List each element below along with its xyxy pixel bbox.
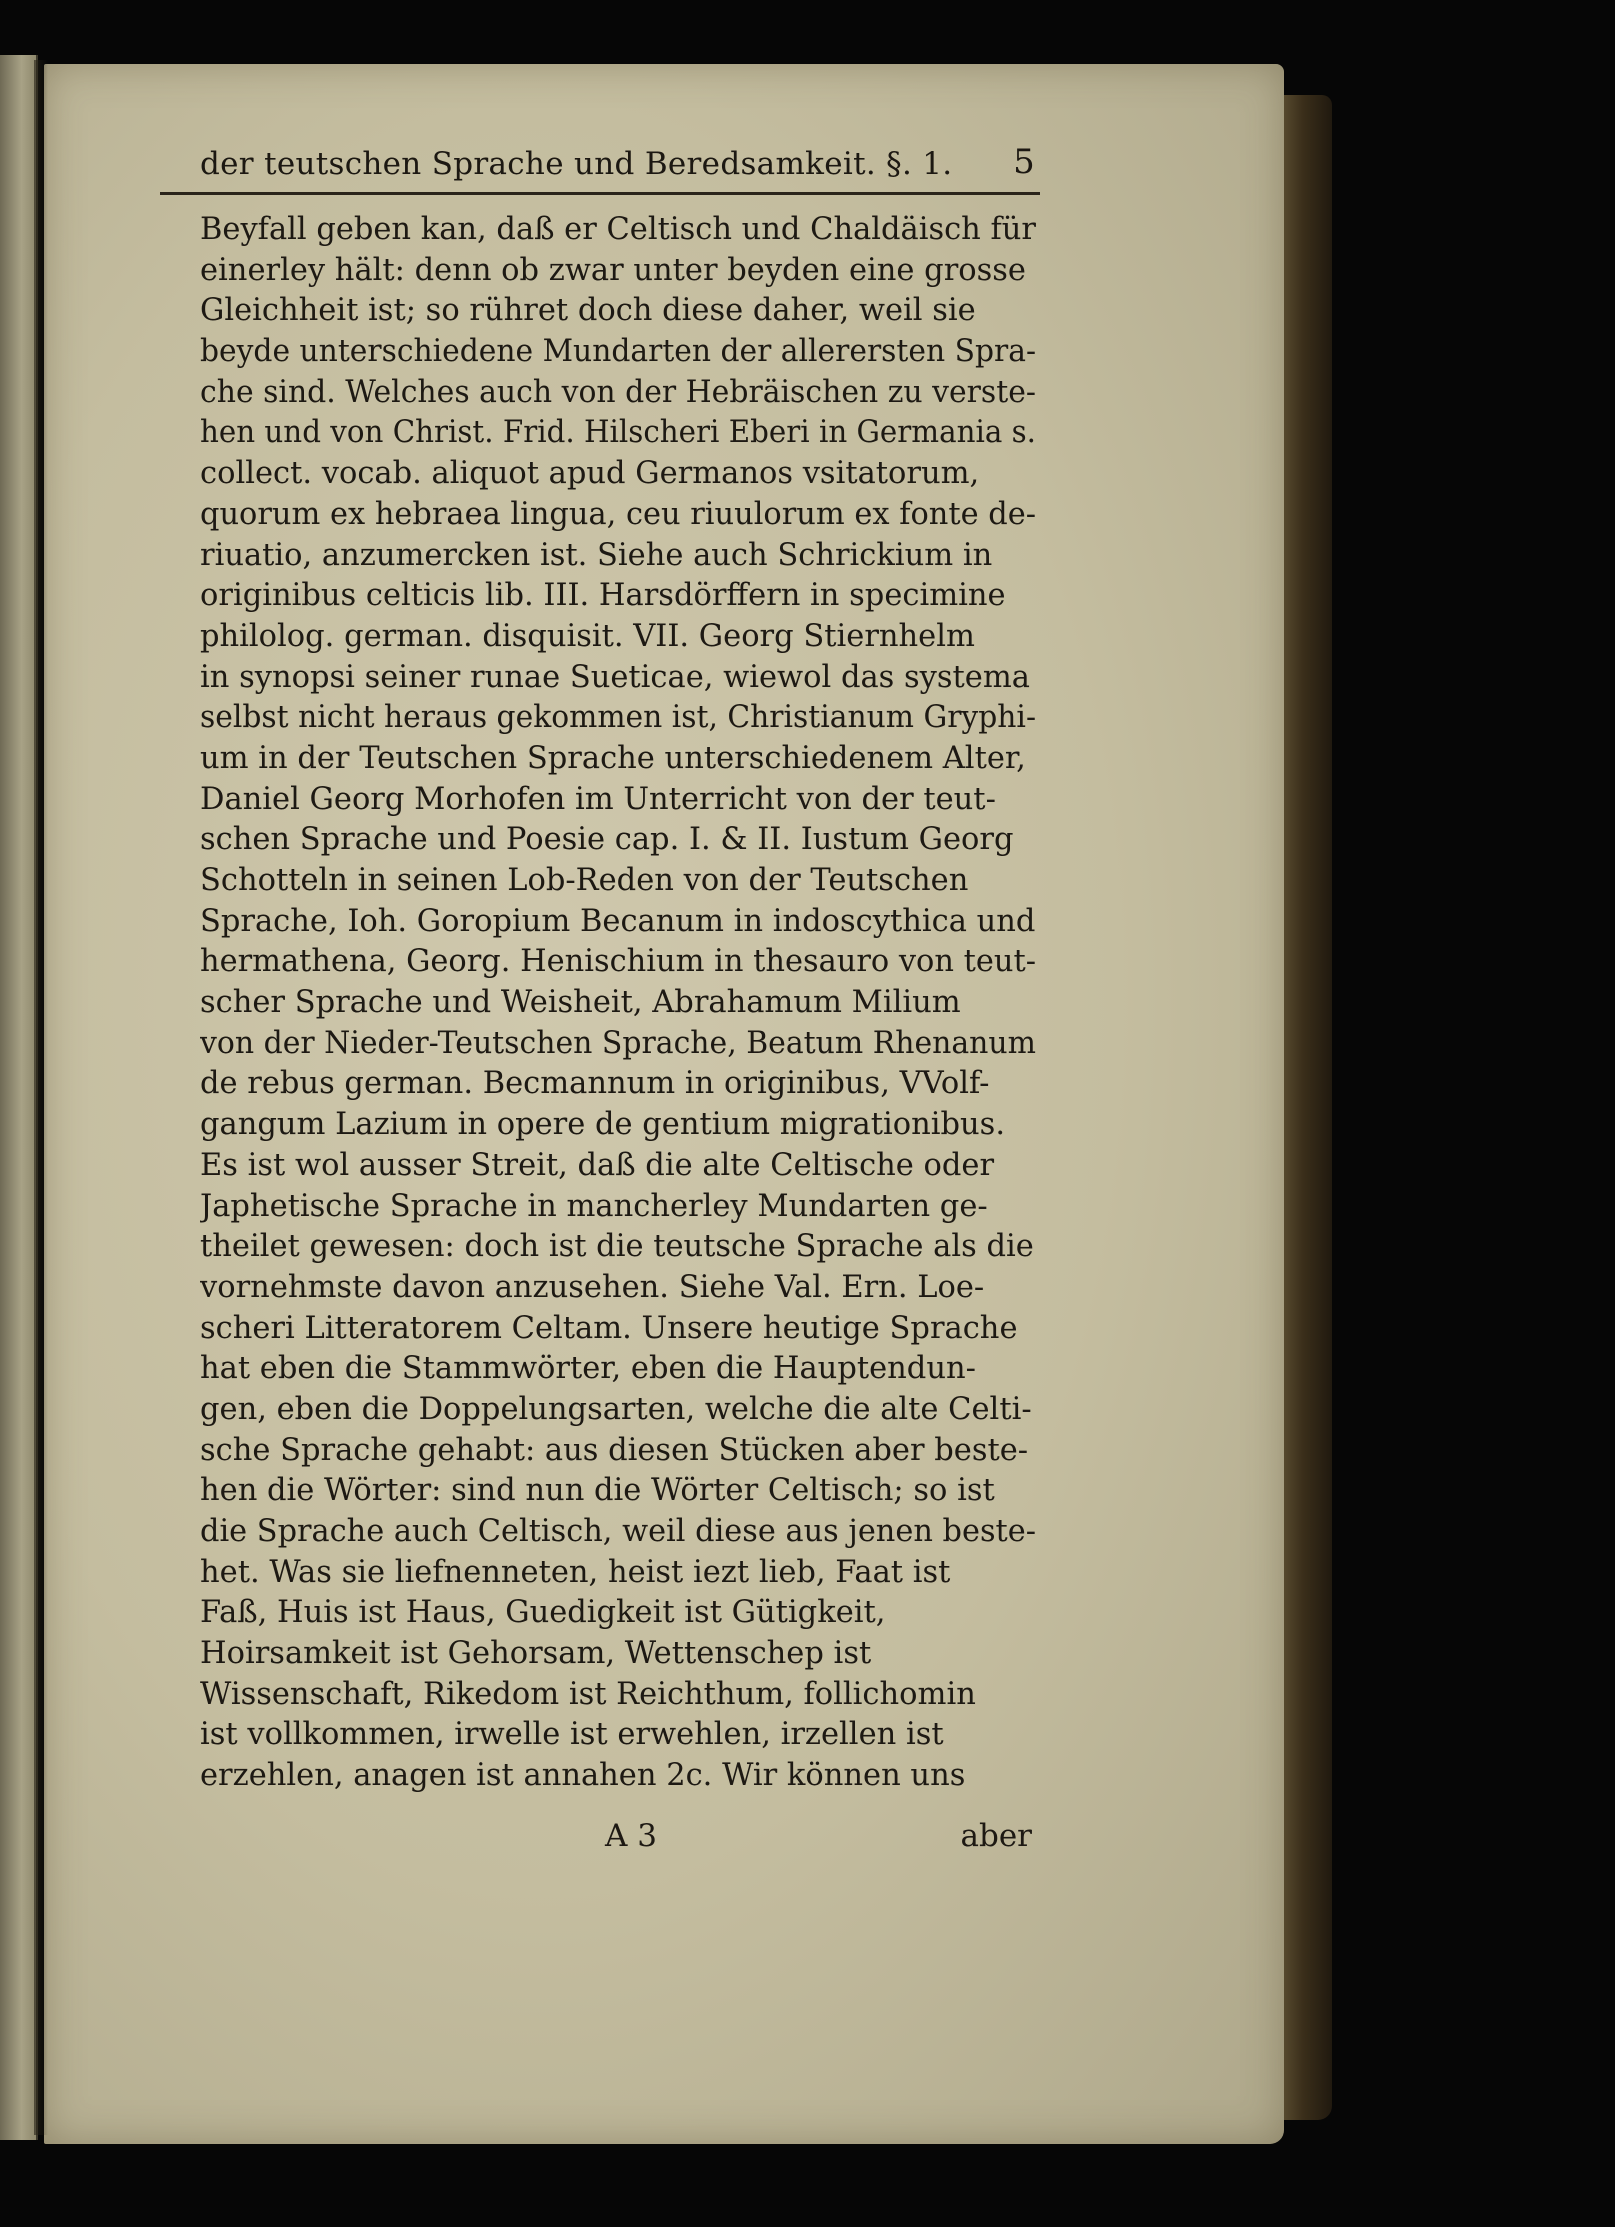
spine-shadow (34, 60, 48, 2135)
text-line: quorum ex hebraea lingua, ceu riuulorum ex fonte de- (200, 496, 1036, 532)
text-line: Es ist wol ausser Streit, daß die alte Celtische oder (200, 1147, 995, 1183)
text-line: erzehlen, anagen ist annahen 2c. Wir können uns (200, 1758, 966, 1794)
text-line: gangum Lazium in opere de gentium migrationibus. (200, 1107, 1006, 1143)
text-line: collect. vocab. aliquot apud Germanos vsitatorum, (200, 456, 980, 492)
text-line: einerley hält: denn ob zwar unter beyden eine grosse (200, 252, 1026, 288)
catchword: aber (960, 1818, 1032, 1854)
text-line: ist vollkommen, irwelle ist erwehlen, irzellen ist (200, 1717, 944, 1753)
text-line: de rebus german. Becmannum in originibus, VVolf- (200, 1066, 990, 1102)
text-line: Schotteln in seinen Lob-Reden von der Teutschen (200, 863, 969, 898)
text-line: Sprache, Ioh. Goropium Becanum in indoscythica und (200, 903, 1036, 939)
page-footer (200, 1818, 1036, 1860)
running-head-title: der teutschen Sprache und Beredsamkeit. §. 1. (200, 146, 953, 182)
body-text (200, 210, 1036, 1797)
text-line: Beyfall geben kan, daß er Celtisch und Chaldäisch für (200, 212, 1036, 247)
text-line: gen, eben die Doppelungsarten, welche die alte Celti- (200, 1391, 1032, 1427)
text-line: originibus celticis lib. III. Harsdörffern in specimine (200, 578, 1006, 614)
text-line: hermathena, Georg. Henischium in thesauro von teut- (200, 944, 1036, 980)
text-line: vornehmste davon anzusehen. Siehe Val. Ern. Loe- (200, 1269, 985, 1305)
text-line: theilet gewesen: doch ist die teutsche Sprache als die (200, 1229, 1034, 1265)
text-line: Gleichheit ist; so rühret doch diese daher, weil sie (200, 293, 976, 329)
text-line: hen die Wörter: sind nun die Wörter Celtisch; so ist (200, 1473, 995, 1509)
text-line: philolog. german. disquisit. VII. Georg Stiernhelm (200, 618, 975, 654)
text-line: selbst nicht heraus gekommen ist, Christianum Gryphi- (200, 700, 1036, 736)
text-line: scher Sprache und Weisheit, Abrahamum Milium (200, 985, 961, 1021)
text-line: che sind. Welches auch von der Hebräischen zu verste- (200, 374, 1036, 410)
text-line: hat eben die Stammwörter, eben die Hauptendun- (200, 1351, 976, 1387)
text-line: Japhetische Sprache in mancherley Mundarten ge- (200, 1188, 988, 1224)
text-line: sche Sprache gehabt: aus diesen Stücken aber beste- (200, 1432, 1029, 1468)
running-head (155, 140, 1035, 188)
text-line: Hoirsamkeit ist Gehorsam, Wettenschep ist (200, 1636, 872, 1672)
signature-mark: A 3 (605, 1818, 657, 1854)
text-line: in synopsi seiner runae Sueticae, wiewol das systema (200, 659, 1030, 695)
text-line: het. Was sie liefnenneten, heist iezt lieb, Faat ist (200, 1554, 951, 1590)
text-line: hen und von Christ. Frid. Hilscheri Eberi in Germania s. (200, 415, 1036, 451)
text-line: von der Nieder-Teutschen Sprache, Beatum Rhenanum (200, 1025, 1036, 1061)
page-number: 5 (1013, 142, 1035, 182)
previous-page-edge (0, 55, 38, 2140)
header-rule (160, 192, 1040, 195)
text-line: die Sprache auch Celtisch, weil diese aus jenen beste- (200, 1514, 1036, 1549)
text-line: Daniel Georg Morhofen im Unterricht von der teut- (200, 781, 996, 817)
text-line: beyde unterschiedene Mundarten der allerersten Spra- (200, 334, 1036, 370)
text-line: Faß, Huis ist Haus, Guedigkeit ist Gütigkeit, (200, 1595, 886, 1631)
text-line: riuatio, anzumercken ist. Siehe auch Schrickium in (200, 537, 993, 573)
text-line: um in der Teutschen Sprache unterschiedenem Alter, (200, 740, 1026, 776)
text-line: schen Sprache und Poesie cap. I. & II. Iustum Georg (200, 822, 1014, 858)
text-line: Wissenschaft, Rikedom ist Reichthum, follichomin (200, 1676, 976, 1712)
text-line: scheri Litteratorem Celtam. Unsere heutige Sprache (200, 1310, 1018, 1346)
